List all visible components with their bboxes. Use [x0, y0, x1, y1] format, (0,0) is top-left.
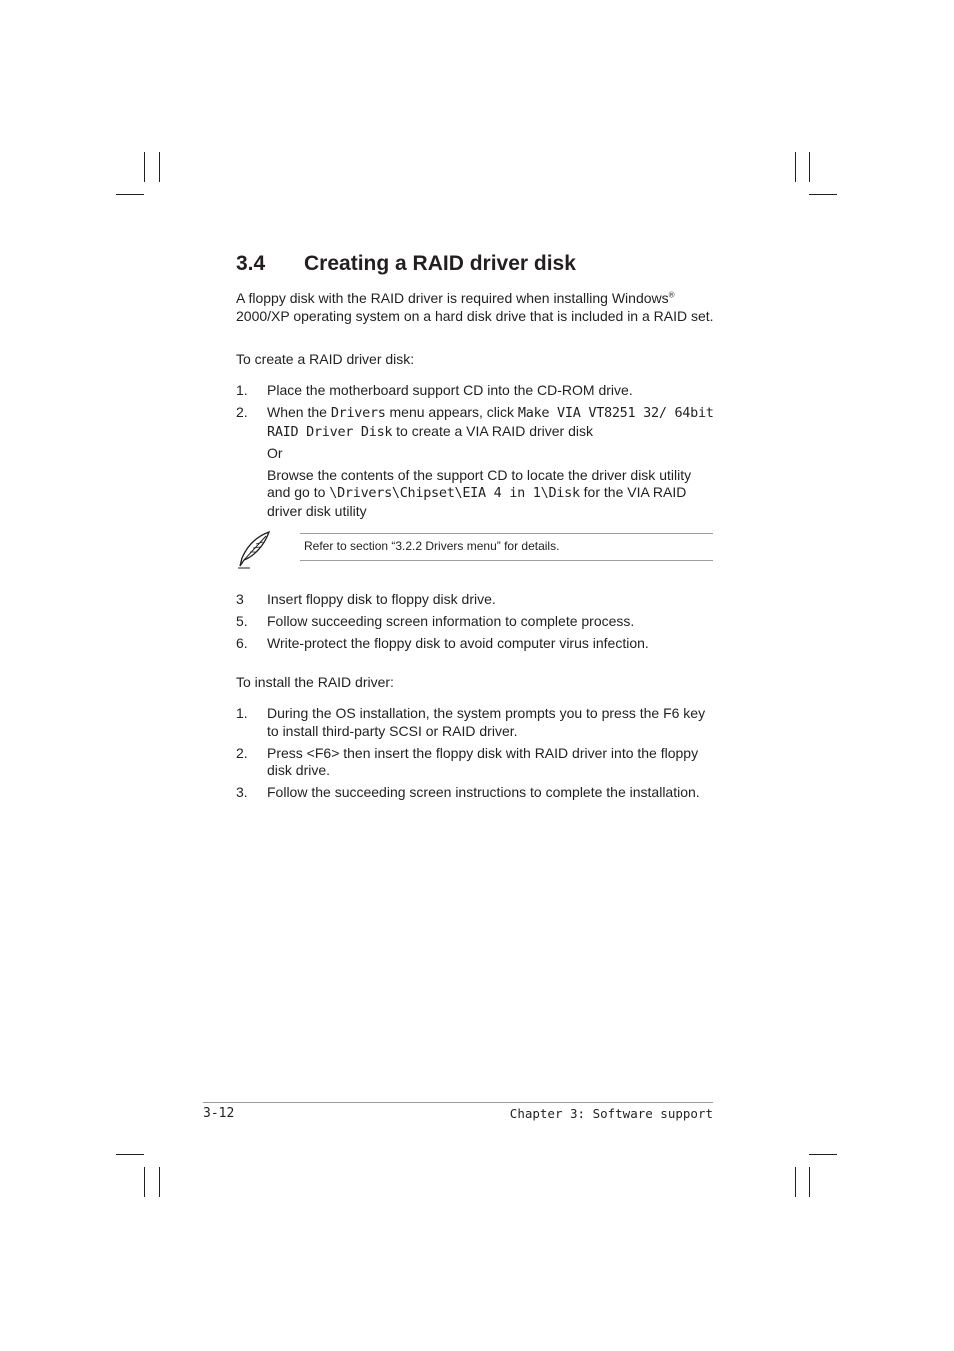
step-number: 3.	[236, 784, 248, 800]
create-steps-list	[236, 382, 716, 525]
or-text: Or	[267, 445, 283, 461]
footer-rule	[203, 1102, 713, 1103]
list-item	[236, 745, 716, 780]
list-item	[236, 404, 716, 520]
registered-mark: ®	[668, 290, 675, 300]
step-text-part: for the VIA RAID driver disk utility	[267, 484, 687, 519]
section-number: 3.4	[236, 252, 266, 275]
make-driver-disk-label: Make VIA VT8251 32/ 64bit RAID Driver Disk	[267, 405, 714, 440]
crop-mark	[159, 1167, 160, 1197]
crop-mark	[144, 1167, 145, 1197]
create-intro: To create a RAID driver disk:	[236, 351, 415, 367]
feather-quill-icon	[236, 530, 272, 570]
crop-mark	[144, 152, 145, 182]
step-text: Insert floppy disk to floppy disk drive.	[267, 591, 496, 607]
chapter-title: Chapter 3: Software support	[509, 1106, 713, 1121]
list-item	[236, 784, 716, 802]
note-text: Refer to section “3.2.2 Drivers menu” for details.	[304, 539, 560, 553]
crop-mark	[795, 1167, 796, 1197]
crop-mark	[116, 194, 144, 195]
step-body	[267, 404, 716, 520]
section-title: Creating a RAID driver disk	[304, 252, 576, 275]
step-text: Follow succeeding screen information to complete process.	[267, 613, 635, 629]
step-text: Write-protect the floppy disk to avoid computer virus infection.	[267, 635, 649, 651]
step-text-part: Browse the contents of the support CD to locate the driver disk utility and go to	[267, 466, 692, 500]
step-text: Press <F6> then insert the floppy disk with RAID driver into the floppy disk drive.	[267, 744, 699, 778]
step-number: 2.	[236, 404, 248, 420]
step-text: Follow the succeeding screen instructions to complete the installation.	[267, 784, 700, 800]
step-number: 3	[236, 591, 244, 607]
install-intro: To install the RAID driver:	[236, 674, 394, 690]
step-number: 1.	[236, 705, 248, 721]
step-text-part: menu appears, click	[385, 404, 518, 420]
crop-mark	[159, 152, 160, 182]
alternate-text	[267, 467, 716, 521]
list-item	[236, 705, 716, 740]
list-item	[236, 635, 716, 653]
crop-mark	[795, 152, 796, 182]
step-number: 1.	[236, 382, 248, 398]
intro-paragraph	[236, 290, 716, 325]
step-text-part: When the	[267, 404, 331, 420]
section-heading	[236, 252, 576, 276]
step-number: 2.	[236, 744, 248, 761]
install-steps-list	[236, 705, 716, 806]
step-number: 6.	[236, 635, 248, 651]
crop-mark	[116, 1154, 144, 1155]
crop-mark	[809, 1167, 810, 1197]
list-item	[236, 382, 716, 400]
list-item	[236, 591, 716, 609]
crop-mark	[809, 152, 810, 182]
list-item	[236, 613, 716, 631]
create-steps-list-continued	[236, 591, 716, 657]
intro-text: A floppy disk with the RAID driver is required when installing Windows	[236, 290, 669, 306]
page-number: 3-12	[203, 1106, 235, 1121]
driver-path: \Drivers\Chipset\EIA 4 in 1\Disk	[329, 485, 580, 501]
step-text: Place the motherboard support CD into the CD-ROM drive.	[267, 382, 633, 398]
step-number: 5.	[236, 613, 248, 629]
drivers-menu-label: Drivers	[330, 405, 386, 421]
intro-text-continued: 2000/XP operating system on a hard disk drive that is included in a RAID set.	[236, 307, 714, 324]
note-bottom-rule	[300, 560, 713, 561]
step-text: During the OS installation, the system prompts you to press the F6 key to install third-party SCSI or RAID driver.	[267, 705, 706, 739]
crop-mark	[809, 194, 837, 195]
step-text-part: to create a VIA RAID driver disk	[392, 422, 593, 439]
note-top-rule	[300, 533, 713, 534]
step-text	[267, 404, 716, 441]
crop-mark	[809, 1154, 837, 1155]
